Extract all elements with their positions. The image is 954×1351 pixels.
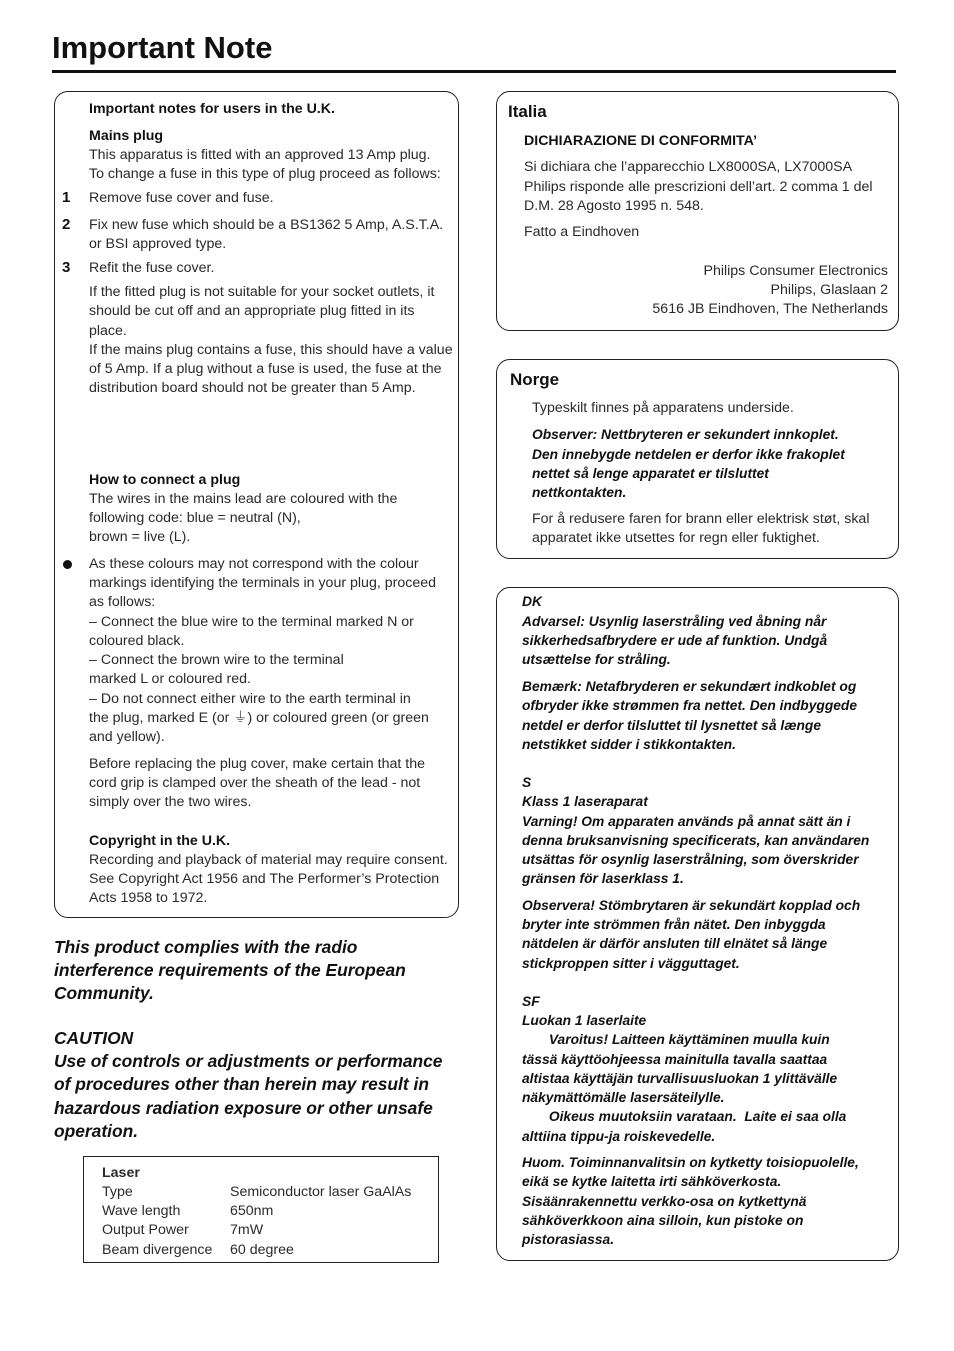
s-text: Varning! Om apparaten används på annat sätt än i <box>522 814 851 829</box>
cover-text: simply over the two wires. <box>89 794 252 810</box>
sf-text: Luokan 1 laserlaite <box>522 1013 647 1028</box>
bullet-text: – Connect the brown wire to the terminal <box>89 652 344 668</box>
dk-text: Bemærk: Netafbryderen er sekundært indkoblet og <box>522 679 857 694</box>
italia-heading: Italia <box>508 102 547 121</box>
laser-key: Output Power <box>102 1222 189 1238</box>
norge-heading: Norge <box>510 370 560 389</box>
italia-address: 5616 JB Eindhoven, The Netherlands <box>652 301 888 317</box>
bullet-dot <box>63 560 72 569</box>
dk-text: Advarsel: Usynlig laserstråling ved åbning når <box>522 614 827 629</box>
plug-text: of 5 Amp. If a plug without a fuse is used, the fuse at the <box>89 361 442 377</box>
italia-subheading: DICHIARAZIONE DI CONFORMITA’ <box>524 133 758 149</box>
laser-key: Wave length <box>102 1203 181 1219</box>
bullet-text: marked L or coloured red. <box>89 671 251 687</box>
step-text: Fix new fuse which should be a BS1362 5 Amp, A.S.T.A. <box>89 217 444 233</box>
mains-plug-text: This apparatus is fitted with an approved 13 Amp plug. <box>89 147 431 163</box>
norge-text: apparatet ikke utsettes for regn eller fuktighet. <box>532 530 820 546</box>
plug-text: place. <box>89 323 127 339</box>
copyright-text: Recording and playback of material may require consent. <box>89 852 448 868</box>
norge-warning: Observer: Nettbryteren er sekundert innkoplet. <box>532 427 839 442</box>
compliance-text: This product complies with the radio <box>54 937 358 957</box>
s-text: denna bruksanvisning specificerats, kan användaren <box>522 833 870 848</box>
s-text: stickproppen sitter i vägguttaget. <box>522 956 740 971</box>
sf-text: tässä käyttöohjeessa mainitulla tavalla saattaa <box>522 1052 828 1067</box>
dk-text: ofbryder ikke strømmen fra nettet. Den indbyggede <box>522 698 858 713</box>
compliance-text: Community. <box>54 983 154 1003</box>
norge-warning: nettkontakten. <box>532 485 627 500</box>
laser-value: 60 degree <box>230 1242 294 1258</box>
uk-heading: Important notes for users in the U.K. <box>89 101 335 117</box>
step-number: 1 <box>62 189 71 206</box>
sf-text: altistaa käyttäjän turvallisuusluokan 1 ylittävälle <box>522 1071 838 1086</box>
connect-text: brown = live (L). <box>89 529 191 545</box>
plug-text: If the fitted plug is not suitable for your socket outlets, it <box>89 284 435 300</box>
sf-text: näkymättömälle lasersäteilylle. <box>522 1090 725 1105</box>
italia-text: Philips risponde alle prescrizioni dell’art. 2 comma 1 del <box>524 179 873 195</box>
norge-text: For å redusere faren for brann eller elektrisk støt, skal <box>532 511 870 527</box>
caution-text: of procedures other than herein may result in <box>54 1074 429 1094</box>
bullet-text: as follows: <box>89 594 156 610</box>
dk-text: utsættelse for stråling. <box>522 652 671 667</box>
mains-plug-heading: Mains plug <box>89 128 164 144</box>
bullet-text: the plug, marked E (or ⏚) or coloured green (or green <box>89 710 429 726</box>
sf-text: Oikeus muutoksiin varataan. Laite ei saa olla <box>522 1109 847 1124</box>
caution-text: Use of controls or adjustments or performance <box>54 1051 443 1071</box>
laser-spec-box <box>83 1156 439 1263</box>
dk-text: sikkerhedsafbrydere er ude af funktion. Undgå <box>522 633 828 648</box>
plug-text: If the mains plug contains a fuse, this should have a value <box>89 342 453 358</box>
bullet-text: markings identifying the terminals in your plug, proceed <box>89 575 436 591</box>
bullet-text: – Do not connect either wire to the earth terminal in <box>89 691 411 707</box>
italia-address: Philips Consumer Electronics <box>703 263 888 279</box>
cover-text: Before replacing the plug cover, make certain that the <box>89 756 425 772</box>
dk-text: netstikket sidder i stikkontakten. <box>522 737 736 752</box>
norge-warning: nettet så lenge apparatet er tilsluttet <box>532 466 769 481</box>
s-text: utsättas för osynlig laserstrålning, som överskrider <box>522 852 859 867</box>
connect-text: following code: blue = neutral (N), <box>89 510 301 526</box>
italia-text: D.M. 28 Agosto 1995 n. 548. <box>524 198 704 214</box>
caution-text: operation. <box>54 1121 139 1141</box>
caution-heading: CAUTION <box>54 1028 134 1048</box>
sf-text: alttiina tippu-ja roiskevedelle. <box>522 1129 716 1144</box>
caution-text: hazardous radiation exposure or other unsafe <box>54 1098 433 1118</box>
sf-text: SF <box>522 994 540 1009</box>
bullet-text: and yellow). <box>89 729 165 745</box>
sf-text: sähköverkkoon aina silloin, kun pistoke on <box>522 1213 804 1228</box>
bullet-text: – Connect the blue wire to the terminal marked N or <box>89 614 414 630</box>
connect-text: The wires in the mains lead are coloured with the <box>89 491 398 507</box>
step-text: Remove fuse cover and fuse. <box>89 190 274 206</box>
plug-text: distribution board should not be greater than 5 Amp. <box>89 380 416 396</box>
copyright-text: Acts 1958 to 1972. <box>89 890 208 906</box>
title-rule <box>52 70 896 73</box>
norge-text: Typeskilt finnes på apparatens underside. <box>532 400 794 416</box>
norge-warning: Den innebygde netdelen er derfor ikke frakoplet <box>532 447 845 462</box>
s-text: gränsen för laserklass 1. <box>522 871 684 886</box>
dk-text: netdel er derfor tilsluttet til lysnettet så længe <box>522 718 821 733</box>
italia-place: Fatto a Eindhoven <box>524 224 640 240</box>
laser-value: Semiconductor laser GaAlAs <box>230 1184 412 1200</box>
plug-text: should be cut off and an appropriate plug fitted in its <box>89 303 415 319</box>
dk-text: DK <box>522 594 542 609</box>
step-number: 3 <box>62 259 71 276</box>
compliance-text: interference requirements of the European <box>54 960 406 980</box>
copyright-heading: Copyright in the U.K. <box>89 833 231 849</box>
sf-text: Sisäänrakennettu verkko-osa on kytkettynä <box>522 1194 807 1209</box>
s-text: S <box>522 775 532 790</box>
bullet-text: coloured black. <box>89 633 185 649</box>
laser-heading: Laser <box>102 1165 140 1181</box>
laser-key: Type <box>102 1184 133 1200</box>
sf-text: eikä se kytke laitetta irti sähköverkosta. <box>522 1174 782 1189</box>
s-text: nätdelen är därför ansluten till elnätet så länge <box>522 936 828 951</box>
laser-key: Beam divergence <box>102 1242 213 1258</box>
italia-text: Si dichiara che l’apparecchio LX8000SA, LX7000SA <box>524 159 853 175</box>
s-text: Klass 1 laseraparat <box>522 794 648 809</box>
copyright-text: See Copyright Act 1956 and The Performer’s Protection <box>89 871 440 887</box>
laser-value: 7mW <box>230 1222 264 1238</box>
page-title: Important Note <box>52 30 273 65</box>
step-number: 2 <box>62 216 71 233</box>
s-text: Observera! Stömbrytaren är sekundärt kopplad och <box>522 898 861 913</box>
mains-plug-text: To change a fuse in this type of plug proceed as follows: <box>89 166 441 182</box>
cover-text: cord grip is clamped over the sheath of the lead - not <box>89 775 421 791</box>
sf-text: Varoitus! Laitteen käyttäminen muulla kuin <box>522 1032 830 1047</box>
connect-plug-heading: How to connect a plug <box>89 472 241 488</box>
bullet-text: As these colours may not correspond with the colour <box>89 556 419 572</box>
laser-value: 650nm <box>230 1203 274 1219</box>
italia-address: Philips, Glaslaan 2 <box>770 282 888 298</box>
step-text: Refit the fuse cover. <box>89 260 215 276</box>
sf-text: pistorasiassa. <box>522 1232 615 1247</box>
s-text: bryter inte strömmen från nätet. Den inbyggda <box>522 917 826 932</box>
step-text: or BSI approved type. <box>89 236 227 252</box>
sf-text: Huom. Toiminnanvalitsin on kytketty toisiopuolelle, <box>522 1155 859 1170</box>
